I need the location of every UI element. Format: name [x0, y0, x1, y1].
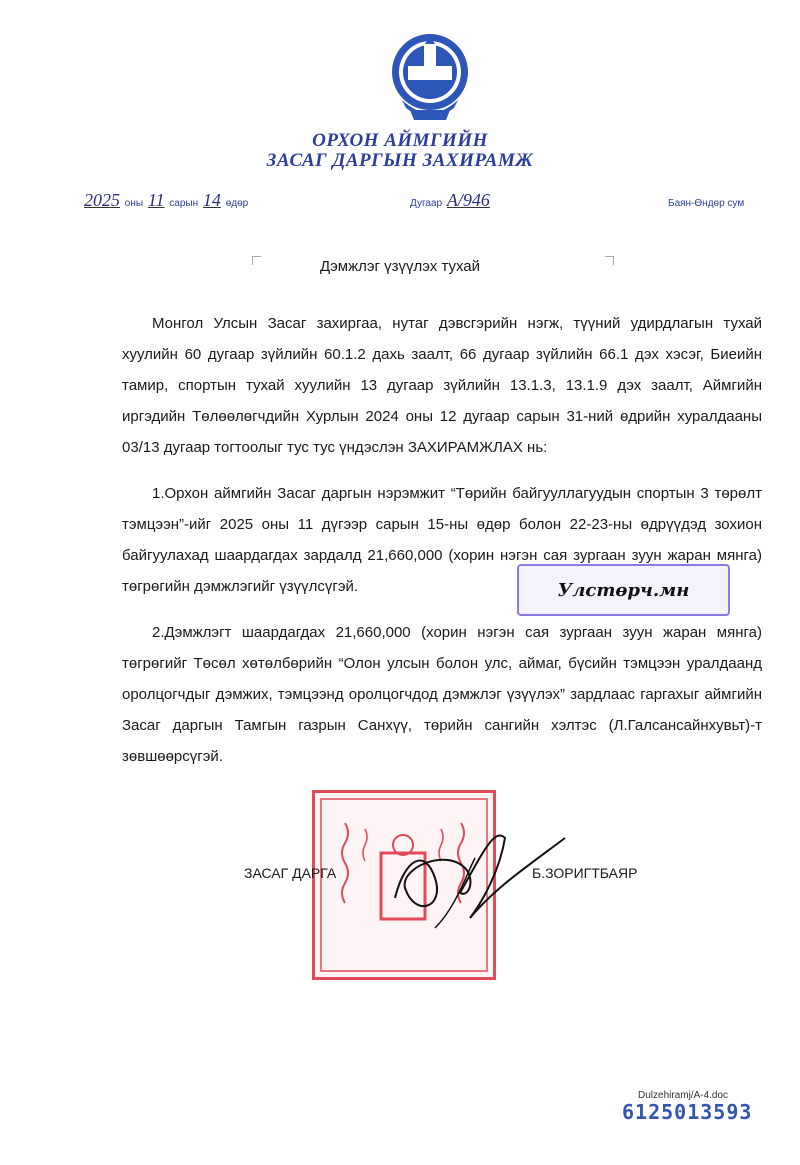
date-day-suffix: өдөр	[225, 198, 249, 209]
date-month: 11	[147, 190, 165, 210]
date-year: 2025	[84, 190, 120, 210]
document-number	[410, 190, 492, 211]
org-name-line1: ОРХОН АЙМГИЙН	[312, 130, 488, 151]
date-month-suffix: сарын	[169, 198, 199, 209]
state-emblem-icon	[388, 30, 472, 126]
number-label: Дугаар	[410, 198, 443, 209]
footer-file-name: Dulzehiramj/А-4.doc	[638, 1090, 729, 1101]
signatory-title: ЗАСАГ ДАРГА	[244, 865, 337, 881]
watermark-badge	[517, 564, 730, 616]
date-day: 14	[202, 190, 221, 210]
document-subject: Дэмжлэг үзүүлэх тухай	[319, 258, 481, 275]
date-year-suffix: оны	[124, 198, 144, 209]
signatory-name: Б.ЗОРИГТБАЯР	[532, 865, 638, 881]
footer-serial-number: 6125013593	[622, 1100, 753, 1124]
number-value: А/946	[446, 190, 490, 210]
document-date	[82, 190, 248, 211]
preamble-paragraph: Монгол Улсын Засаг захиргаа, нутаг дэвсгэрийн нэгж, түүний удирдлагын тухай хуулийн 60 дугаар зүйлийн 60.1.2 дахь заалт, 66 дугаар зүйлийн 66.1 дэх хэсэг, Биеийн тамир, спортын тухай хуулийн 13 дугаар зүйлийн 13.1.3, 13.1.9 дэх заалт, Аймгийн иргэдийн Төлөөлөгчдийн Хурлын 2024 оны 12 дугаар сарын 31-ний өдрийн хуралдааны 03/13 дугаар тогтоолыг тус тус үндэслэн ЗАХИРАМЖЛАХ нь:	[122, 315, 762, 456]
watermark-text: Улстөрч.мн	[557, 579, 690, 601]
org-name-line2: ЗАСАГ ДАРГЫН ЗАХИРАМЖ	[266, 150, 534, 171]
item-1-paragraph: 1.Орхон аймгийн Засаг даргын нэрэмжит “Төрийн байгууллагуудын спортын 3 төрөлт тэмцээн”-ийг 2025 оны 11 дүгээр сарын 15-ны өдөр болон 22-23-ны өдрүүдэд зохион байгуулахад шаардагдах зардалд 21,660,000 (хорин нэгэн сая зургаан зуун жаран мянга) төгрөгийн дэмжлэгийг үзүүлсүгэй.	[122, 485, 762, 595]
document-place: Баян-Өндөр сум	[668, 198, 745, 209]
item-2-paragraph: 2.Дэмжлэгт шаардагдах 21,660,000 (хорин нэгэн сая зургаан зуун жаран мянга) төгрөгийг Төсөл хөтөлбөрийн “Олон улсын болон улс, аймаг, бүсийн тэмцээн уралдаанд оролцогчдыг дэмжих, тэмцээнд оролцогчдод дэмжлэг үзүүлэх” зардлаас гаргахыг аймгийн Засаг даргын Тамгын газрын Санхүү, төрийн сангийн хэлтэс (Л.Галсансайнхувьт)-т зөвшөөрсүгэй.	[122, 624, 762, 765]
